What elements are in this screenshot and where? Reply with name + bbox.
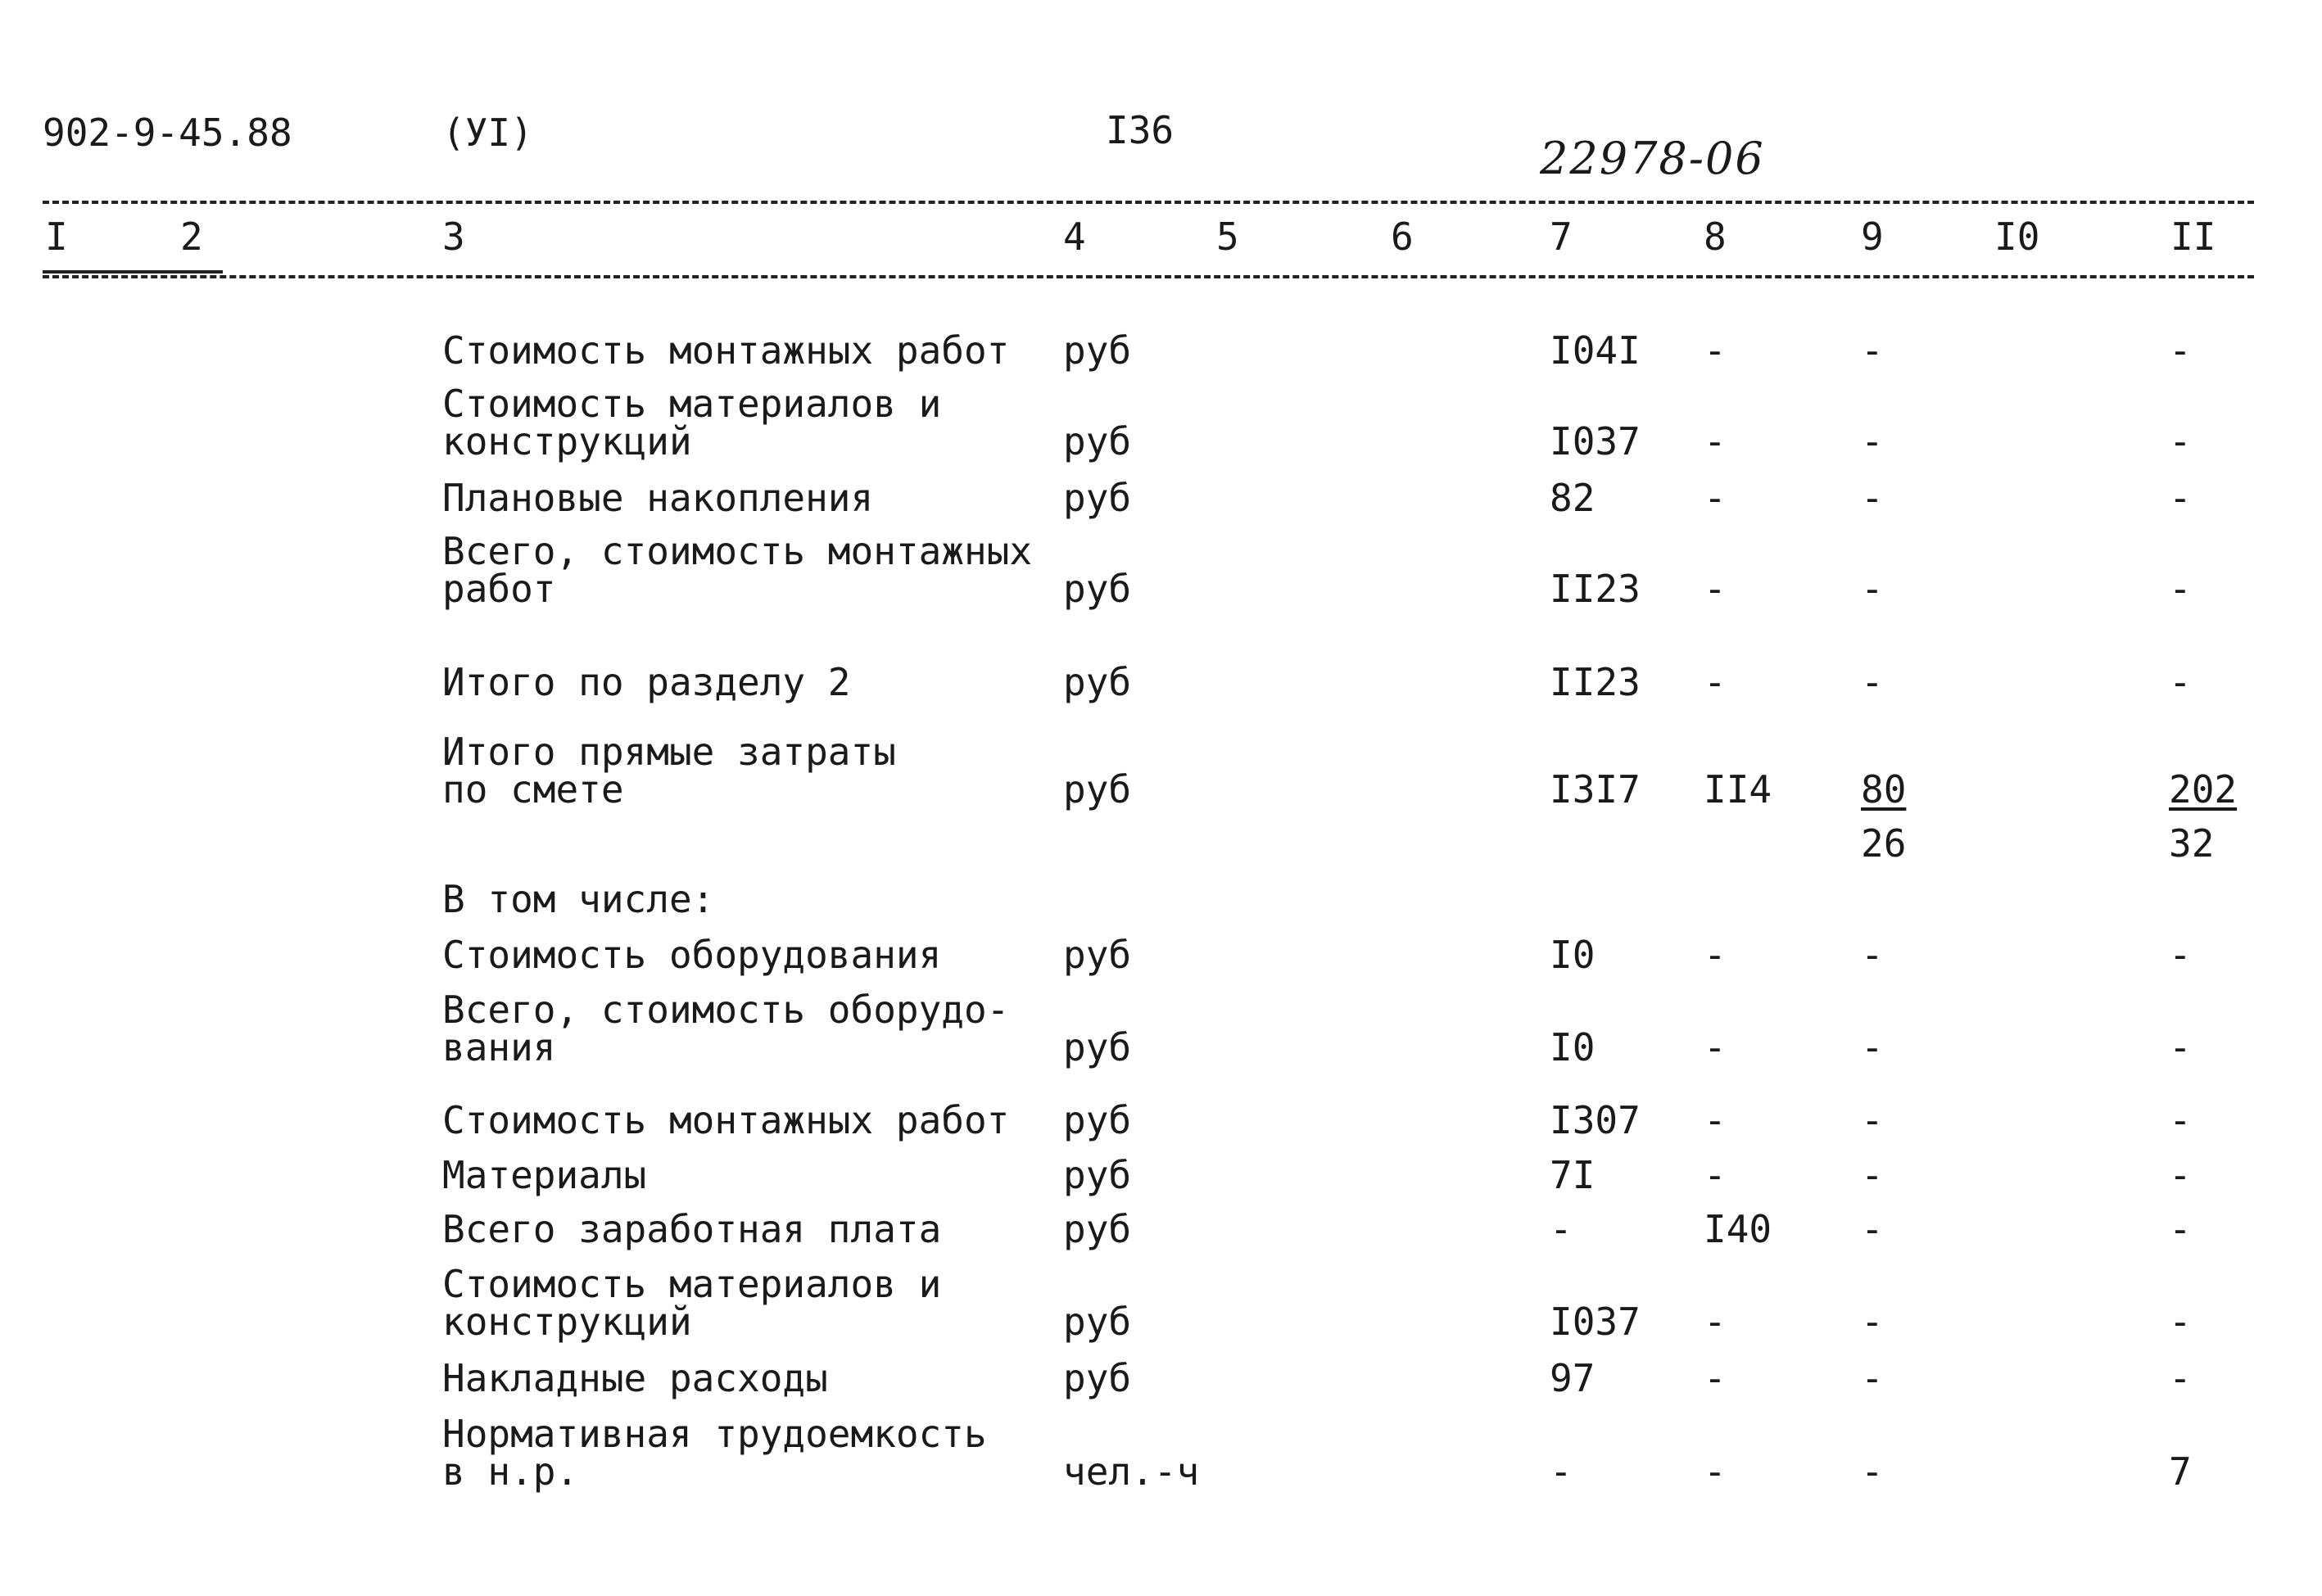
cell-col11: - [2169, 1098, 2192, 1142]
row-description: Стоимость оборудования [442, 933, 942, 977]
row-description: Стоимость материалов и конструкций [442, 1262, 942, 1344]
row-unit: руб [1063, 1098, 1132, 1142]
row-unit: руб [1063, 1153, 1132, 1197]
cell-col8: - [1704, 1025, 1727, 1069]
row-description: Всего заработная плата [442, 1207, 942, 1251]
cell-col7: I04I [1550, 328, 1641, 373]
cell-col9: - [1861, 476, 1884, 520]
column-number: 6 [1391, 215, 1414, 259]
cell-col8: - [1704, 933, 1727, 977]
cell-col7: I307 [1550, 1098, 1641, 1142]
row-unit: руб [1063, 1300, 1132, 1344]
header-bottom-rule [43, 275, 2254, 278]
cell-col7: - [1550, 1449, 1573, 1494]
section-label: (УI) [442, 111, 533, 155]
cell-col8: II4 [1704, 767, 1772, 812]
cell-col7: 7I [1550, 1153, 1596, 1197]
cell-col9: - [1861, 419, 1884, 463]
row-unit: руб [1063, 328, 1132, 373]
cell-col7: I037 [1550, 1300, 1641, 1344]
row-description: Накладные расходы [442, 1356, 828, 1400]
cell-col8: - [1704, 1356, 1727, 1400]
cell-col11: - [2169, 1153, 2192, 1197]
row-unit: руб [1063, 419, 1132, 463]
cell-col11: 202 [2169, 767, 2238, 812]
cell-col11: - [2169, 1356, 2192, 1400]
cell-col11-sub: 32 [2169, 821, 2215, 866]
cell-col7: II23 [1550, 660, 1641, 704]
cell-col11: - [2169, 1025, 2192, 1069]
column-number: 5 [1216, 215, 1239, 259]
cell-col8: - [1704, 567, 1727, 611]
row-unit: руб [1063, 1025, 1132, 1069]
cell-col7: I0 [1550, 1025, 1596, 1069]
row-unit: чел.-ч [1063, 1449, 1200, 1494]
cell-col8: - [1704, 476, 1727, 520]
column-number: I0 [1994, 215, 2040, 259]
row-description: Всего, стоимость монтажных работ [442, 529, 1033, 611]
row-unit: руб [1063, 476, 1132, 520]
cell-col9: - [1861, 1300, 1884, 1344]
row-description: Итого по разделу 2 [442, 660, 851, 704]
cell-col11: 7 [2169, 1449, 2192, 1494]
cell-col9: - [1861, 933, 1884, 977]
cell-col7: II23 [1550, 567, 1641, 611]
cell-col9: 80 [1861, 767, 1907, 812]
cell-col11: - [2169, 328, 2192, 373]
column-number: 7 [1550, 215, 1573, 259]
cell-col7: 82 [1550, 476, 1596, 520]
cell-col8: - [1704, 1300, 1727, 1344]
page-number: I36 [1106, 108, 1175, 152]
cell-col8: - [1704, 419, 1727, 463]
row-description: В том числе: [442, 877, 715, 921]
handwritten-stamp: 22978-06 [1540, 133, 1765, 184]
row-unit: руб [1063, 1356, 1132, 1400]
row-unit: руб [1063, 767, 1132, 812]
cell-col9: - [1861, 1153, 1884, 1197]
cell-col7: I0 [1550, 933, 1596, 977]
column-number: 4 [1063, 215, 1086, 259]
column-number: 8 [1704, 215, 1727, 259]
cell-col7: I3I7 [1550, 767, 1641, 812]
column-number: 2 [180, 215, 203, 259]
cell-col9: - [1861, 328, 1884, 373]
cell-col7: I037 [1550, 419, 1641, 463]
cell-col11: - [2169, 1207, 2192, 1251]
row-description: Стоимость монтажных работ [442, 1098, 1010, 1142]
cell-col9: - [1861, 1449, 1884, 1494]
cell-col8: - [1704, 1098, 1727, 1142]
cell-col8: - [1704, 328, 1727, 373]
cell-col11: - [2169, 933, 2192, 977]
header-col12-underline [43, 270, 223, 274]
cell-col9: - [1861, 1025, 1884, 1069]
document-code: 902-9-45.88 [43, 111, 292, 155]
row-unit: руб [1063, 1207, 1132, 1251]
cell-col11: - [2169, 660, 2192, 704]
row-description: Стоимость материалов и конструкций [442, 382, 942, 463]
cell-col8: - [1704, 660, 1727, 704]
cell-col9: - [1861, 1207, 1884, 1251]
row-unit: руб [1063, 567, 1132, 611]
column-number: II [2170, 215, 2216, 259]
row-description: Стоимость монтажных работ [442, 328, 1010, 373]
cell-col9: - [1861, 1098, 1884, 1142]
row-description: Итого прямые затраты по смете [442, 730, 896, 812]
column-number: 9 [1861, 215, 1884, 259]
row-unit: руб [1063, 933, 1132, 977]
row-description: Нормативная трудоемкость в н.р. [442, 1412, 987, 1494]
cell-col11: - [2169, 419, 2192, 463]
cell-col8: - [1704, 1449, 1727, 1494]
column-number: I [45, 215, 68, 259]
header-top-rule [43, 201, 2254, 204]
cell-col8: - [1704, 1153, 1727, 1197]
cell-col7: 97 [1550, 1356, 1596, 1400]
cell-col9: - [1861, 567, 1884, 611]
row-description: Материалы [442, 1153, 647, 1197]
cell-col9: - [1861, 660, 1884, 704]
column-number: 3 [442, 215, 465, 259]
row-description: Плановые накопления [442, 476, 874, 520]
cell-col9-sub: 26 [1861, 821, 1907, 866]
cell-col8: I40 [1704, 1207, 1772, 1251]
cell-col11: - [2169, 1300, 2192, 1344]
row-description: Всего, стоимость оборудо- вания [442, 988, 1010, 1069]
row-unit: руб [1063, 660, 1132, 704]
cell-col11: - [2169, 567, 2192, 611]
cell-col9: - [1861, 1356, 1884, 1400]
cell-col7: - [1550, 1207, 1573, 1251]
cell-col11: - [2169, 476, 2192, 520]
